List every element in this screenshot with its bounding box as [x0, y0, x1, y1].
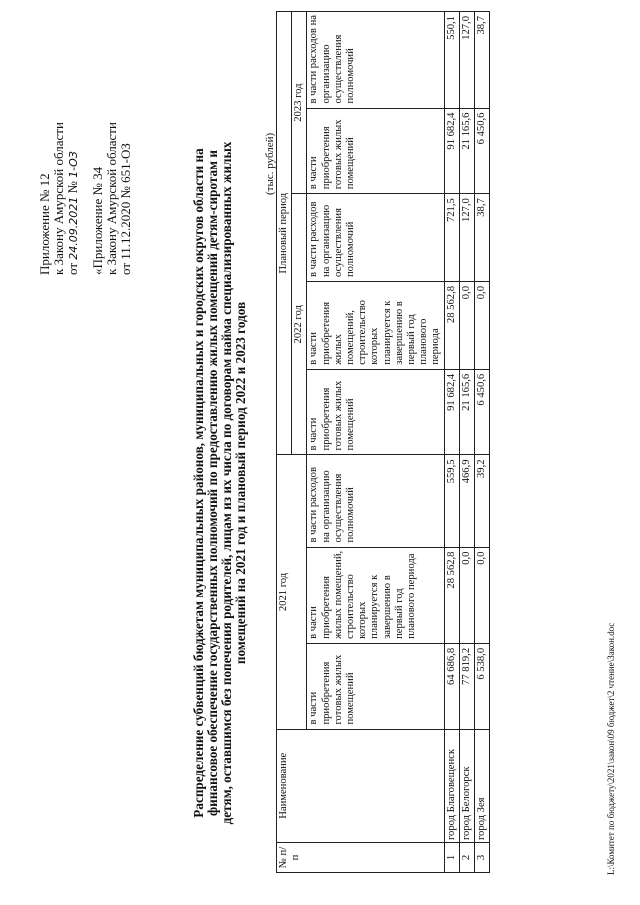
table-row — [475, 12, 490, 873]
subheader-2023-org: в части расходов на организацию осуществления полномочий — [307, 12, 444, 109]
cell-2023-org: 127,0 — [459, 12, 474, 109]
cell-2022-ready: 21 165,6 — [459, 369, 474, 455]
appendix-number: Приложение № 12 — [37, 173, 52, 275]
cell-2021-org: 466,9 — [459, 455, 474, 547]
cell-2021-org: 39,2 — [475, 455, 490, 547]
subheader-2021-org: в части расходов на организацию осуществления полномочий — [307, 455, 444, 547]
col-header-2021: 2021 год — [277, 455, 307, 729]
col-header-2022: 2022 год — [292, 194, 307, 455]
cell-2022-build: 0,0 — [459, 281, 474, 369]
file-path-footer: L:\Комитет по бюджету\2021\закон\09 бюджет\2 чтение\Закон.doc — [606, 622, 616, 875]
cell-2022-build: 0,0 — [475, 281, 490, 369]
table-row — [444, 12, 459, 873]
table-row — [459, 12, 474, 873]
appendix-block — [38, 122, 133, 275]
row-number: 3 — [475, 843, 490, 873]
subheader-2022-ready: в части приобретения готовых жилых помещений — [307, 369, 444, 455]
cell-2022-org: 38,7 — [475, 194, 490, 282]
cell-2023-ready: 6 450,6 — [475, 108, 490, 194]
cell-2022-ready: 6 450,6 — [475, 369, 490, 455]
appendix-law: к Закону Амурской области — [51, 122, 66, 275]
units-label: (тыс. рублей) — [264, 132, 276, 195]
row-number: 1 — [444, 843, 459, 873]
cell-2023-ready: 21 165,6 — [459, 108, 474, 194]
col-header-plan-period: Плановый период — [277, 12, 292, 455]
previous-appendix-law: к Закону Амурской области — [104, 122, 119, 275]
cell-2021-ready: 64 686,8 — [444, 643, 459, 729]
subventions-table — [276, 11, 490, 873]
cell-2023-org: 550,1 — [444, 12, 459, 109]
cell-2022-org: 721,5 — [444, 194, 459, 282]
row-name: город Благовещенск — [444, 729, 459, 843]
handwritten-number: 1-ОЗ — [67, 151, 80, 178]
subheader-2022-org: в части расходов на организацию осуществления полномочий — [307, 194, 444, 282]
cell-2023-org: 38,7 — [475, 12, 490, 109]
cell-2021-build: 28 562,8 — [444, 547, 459, 643]
cell-2022-build: 28 562,8 — [444, 281, 459, 369]
cell-2023-ready: 91 682,4 — [444, 108, 459, 194]
subheader-2021-build: в части приобретения жилых помещений, строительство которых планируется к завершению в первый год планового периода — [307, 547, 444, 643]
document-title: Распределение субвенций бюджетам муниципальных районов, муниципальных и городских округов области на финансовое обеспечение государственных полномочий по предоставлению жилых помещений детям-сиротам и детям, оставшимся без попечения родителей, лицам из их числа по договорам найма специализированных жилых помещений на 2021 год и плановый период 2022 и 2023 годов — [191, 141, 248, 825]
row-name: город Зея — [475, 729, 490, 843]
cell-2021-org: 559,5 — [444, 455, 459, 547]
cell-2021-build: 0,0 — [459, 547, 474, 643]
cell-2022-org: 127,0 — [459, 194, 474, 282]
cell-2021-ready: 77 819,2 — [459, 643, 474, 729]
subheader-2023-ready: в части приобретения готовых жилых помещений — [307, 108, 444, 194]
header-row-1 — [277, 12, 292, 873]
row-number: 2 — [459, 843, 474, 873]
subheader-2021-ready: в части приобретения готовых жилых помещений — [307, 643, 444, 729]
col-header-num: № п/п — [277, 843, 445, 873]
cell-2021-ready: 6 538,0 — [475, 643, 490, 729]
row-name: город Белогорск — [459, 729, 474, 843]
col-header-name: Наименование — [277, 729, 445, 843]
handwritten-date: 24.09.2021 — [67, 196, 80, 260]
cell-2021-build: 0,0 — [475, 547, 490, 643]
subheader-2022-build: в части приобретения жилых помещений, строительство которых планируется к завершению в первый год планового периода — [307, 281, 444, 369]
previous-appendix-number: «Приложение № 34 — [90, 166, 105, 275]
previous-appendix-date: от 11.12.2020 № 651-ОЗ — [118, 143, 133, 275]
cell-2022-ready: 91 682,4 — [444, 369, 459, 455]
appendix-date-line: от 24.09.2021 № 1-ОЗ — [65, 151, 80, 275]
col-header-2023: 2023 год — [292, 12, 307, 194]
